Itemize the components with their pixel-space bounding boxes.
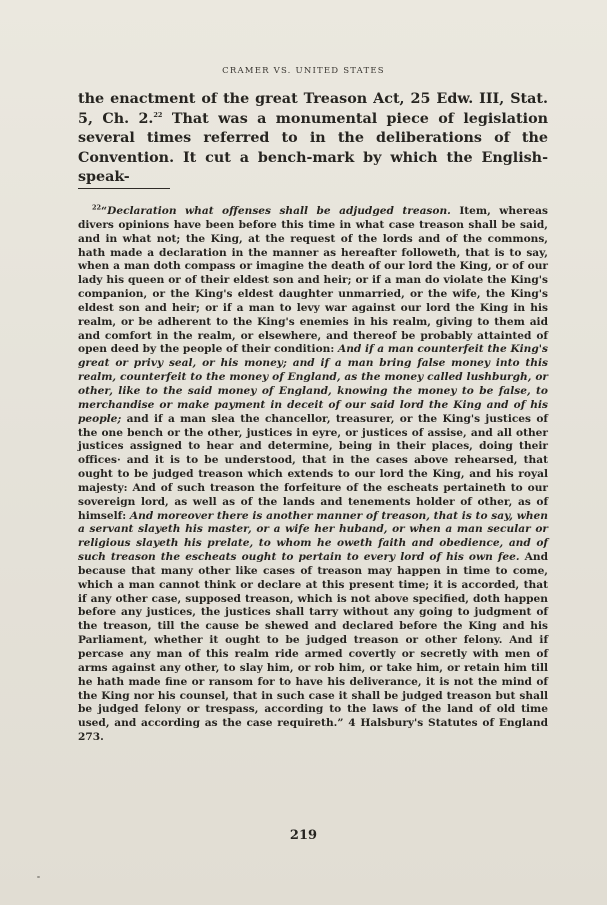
running-head: CRAMER VS. UNITED STATES: [222, 66, 385, 76]
main-text-after: That was a monumental piece of legislation several times referred to in the deliberations of the Convention. It cut a bench-mark by which the English-speak-: [78, 110, 549, 186]
footnote-separator: [78, 188, 170, 189]
fn-part: “: [101, 205, 108, 217]
footnote-number: 22: [92, 203, 102, 212]
fn-part: Declaration what offenses shall be adjudged treason.: [107, 205, 451, 217]
page-number: 219: [289, 828, 318, 843]
paper-speck: [37, 876, 40, 878]
fn-part: and if a man slea the chancellor, treasurer, or the King's justices of the one bench or the other, justices in eyre, or justices of assise, and all other justices assigned to hear and determine, being in their places, doing their offices· and it is to be understood, that in the cases above rehearsed, that ought to be judged treason which extends to our lord the King, and his royal majesty: And of such treason the forfeiture of the escheats pertaineth to our sovereign lord, as well as of the lands and tenements holder of other, as of himself:: [78, 412, 548, 522]
main-text-before: the enactment of the great Treason Act, 25 Edw. III, Stat. 5, Ch. 2.: [78, 91, 548, 127]
footnote-reference: 22: [153, 110, 163, 119]
fn-part: And moreover there is another manner of treason, that is to say, when a servant slayeth his master, or a wife her huband, or when a man secular or religious slayeth his prelate, to whom he oweth faith and obedience, and of such treason the escheats ought to pertain to every lord of his own fee.: [78, 509, 548, 564]
fn-part: And because that many other like cases of treason may happen in time to come, which a man cannot think or declare at this present time; it is accorded, that if any other case, supposed treason, which is not above specified, doth happen before any justices, the justices shall tarry without any going to judgment of the treason, till the cause be shewed and declared before the King and his Parliament, whether it ought to be judged treason or other felony. And if percase any man of this realm ride armed covertly or secretly with men of arms against any other, to slay him, or rob him, or take him, or retain him till he hath made fine or ransom for to have his deliverance, it is not the mind of the King nor his counsel, that in such case it shall be judged treason but shall be judged felony or trespass, according to the laws of the land of old time used, and according as the case requireth.” 4 Halsbury's Statutes of England 273.: [78, 551, 548, 744]
main-text: [78, 90, 548, 188]
fn-part: Item, whereas divers opinions have been before this time in what case treason shall be said, and in what not; the King, at the request of the lords and of the commons, hath made a declaration in the manner as hereafter followeth, that is to say, when a man doth compass or imagine the death of our lord the King, or of our lady his queen or of their eldest son and heir; or if a man do violate the King's companion, or the King's eldest daughter unmarried, or the wife, the King's eldest son and heir; or if a man to levy war against our lord the King in his realm, or be adherent to the King's enemies in his realm, giving to them aid and comfort in the realm, or elsewhere, and thereof be probably attainted of open deed by the people of their condition:: [78, 205, 548, 356]
fn-part: And if a man counterfeit the King's great or privy seal, or his money; and if a man bring false money into this realm, counterfeit to the money of England, as the money called lushburgh, or other, like to the said money of England, knowing the money to be false, to merchandise or make payment in deceit of our said lord the King and of his people;: [78, 343, 548, 425]
footnote: [78, 205, 548, 745]
